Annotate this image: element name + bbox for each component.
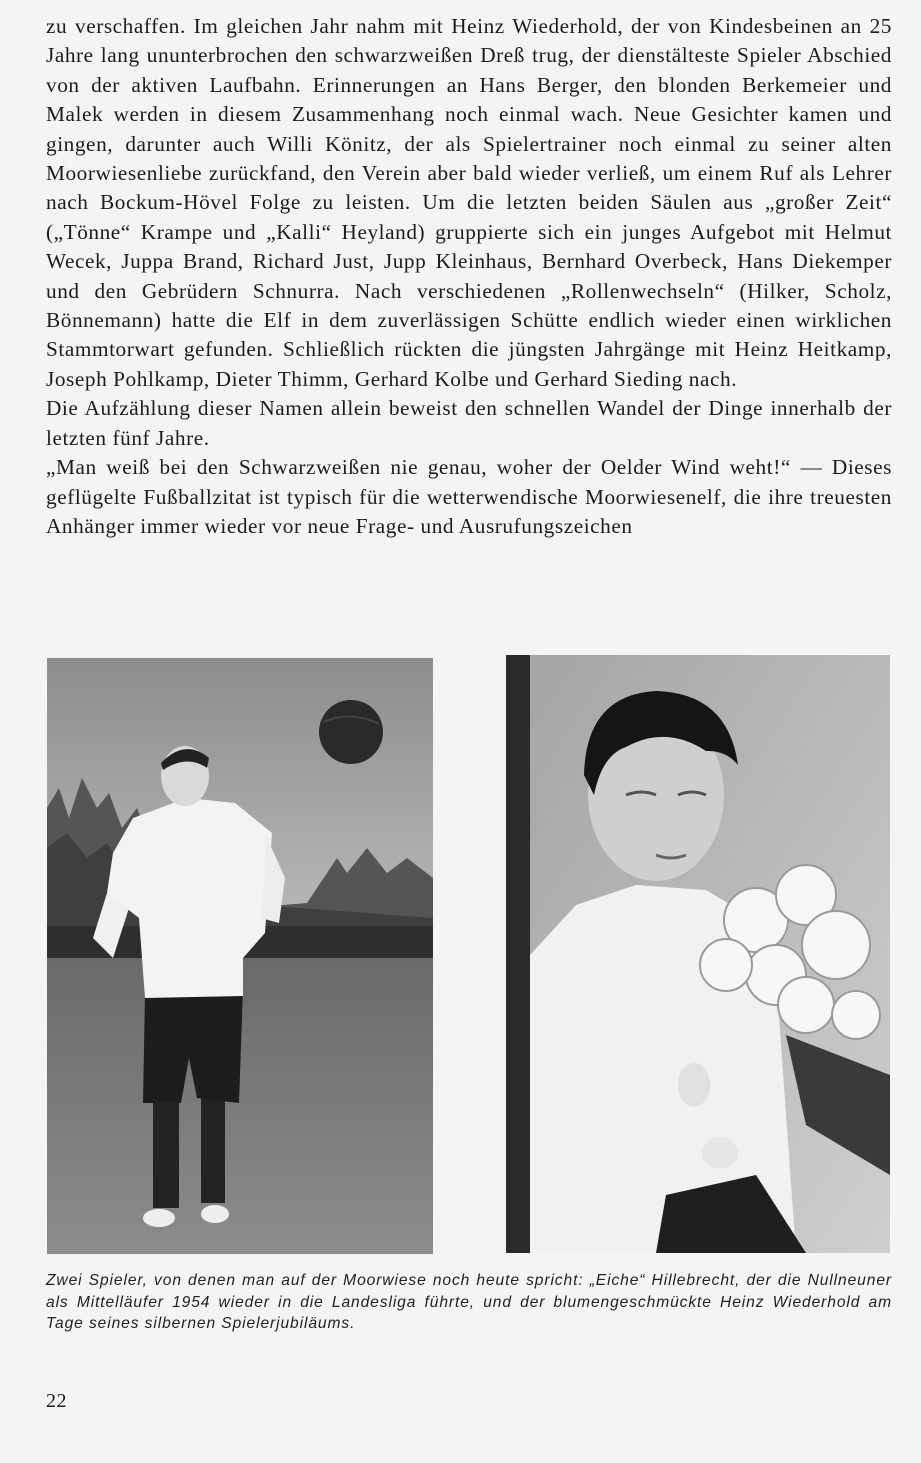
- page-number: 22: [46, 1390, 67, 1412]
- body-text: [46, 12, 892, 541]
- photo-heinz-wiederhold-with-flowers: [506, 655, 890, 1253]
- photo-football-player-hillebrecht: [47, 658, 433, 1254]
- paragraph: „Man weiß bei den Schwarzweißen nie genau, woher der Oelder Wind weht!“ — Dieses geflügelte Fußballzitat ist typisch für die wetterwendische Moorwiesenelf, die ihre treuesten Anhänger immer wieder vor neue Frage- und Ausrufungszeichen: [46, 455, 892, 538]
- paragraph: Die Aufzählung dieser Namen allein beweist den schnellen Wandel der Dinge innerhalb der letzten fünf Jahre.: [46, 396, 892, 450]
- paragraph: zu verschaffen. Im gleichen Jahr nahm mit Heinz Wiederhold, der von Kindesbeinen an 25 Jahre lang ununterbrochen den schwarzweißen Dreß trug, der dienstälteste Spieler Abschied von der aktiven Laufbahn. Erinnerungen an Hans Berger, den blonden Berkemeier und Malek werden in diesem Zusammenhang noch einmal wach. Neue Gesichter kamen und gingen, darunter auch Willi Könitz, der als Spielertrainer noch einmal zu seiner alten Moorwiesenliebe zurückfand, den Verein aber bald wieder verließ, um einem Ruf als Lehrer nach Bockum-Hövel Folge zu leisten. Um die letzten beiden Säulen aus „großer Zeit“ („Tönne“ Krampe und „Kalli“ Heyland) gruppierte sich ein junges Aufgebot mit Helmut Wecek, Juppa Brand, Richard Just, Jupp Kleinhaus, Bernhard Overbeck, Hans Diekemper und den Gebrüdern Schnurra. Nach verschiedenen „Rollenwechseln“ (Hilker, Scholz, Bönnemann) hatte die Elf in dem zuverlässigen Schütte endlich wieder einen wirklichen Stammtorwart gefunden. Schließlich rückten die jüngsten Jahrgänge mit Heinz Heitkamp, Joseph Pohlkamp, Dieter Thimm, Gerhard Kolbe und Gerhard Sieding nach.: [46, 14, 892, 391]
- photo-caption: Zwei Spieler, von denen man auf der Moorwiese noch heute spricht: „Eiche“ Hillebrecht, der die Nullneuner als Mittelläufer 1954 wieder in die Landesliga führte, und der blumengeschmückte Heinz Wiederhold am Tage seines silbernen Spielerjubiläums.: [46, 1272, 892, 1332]
